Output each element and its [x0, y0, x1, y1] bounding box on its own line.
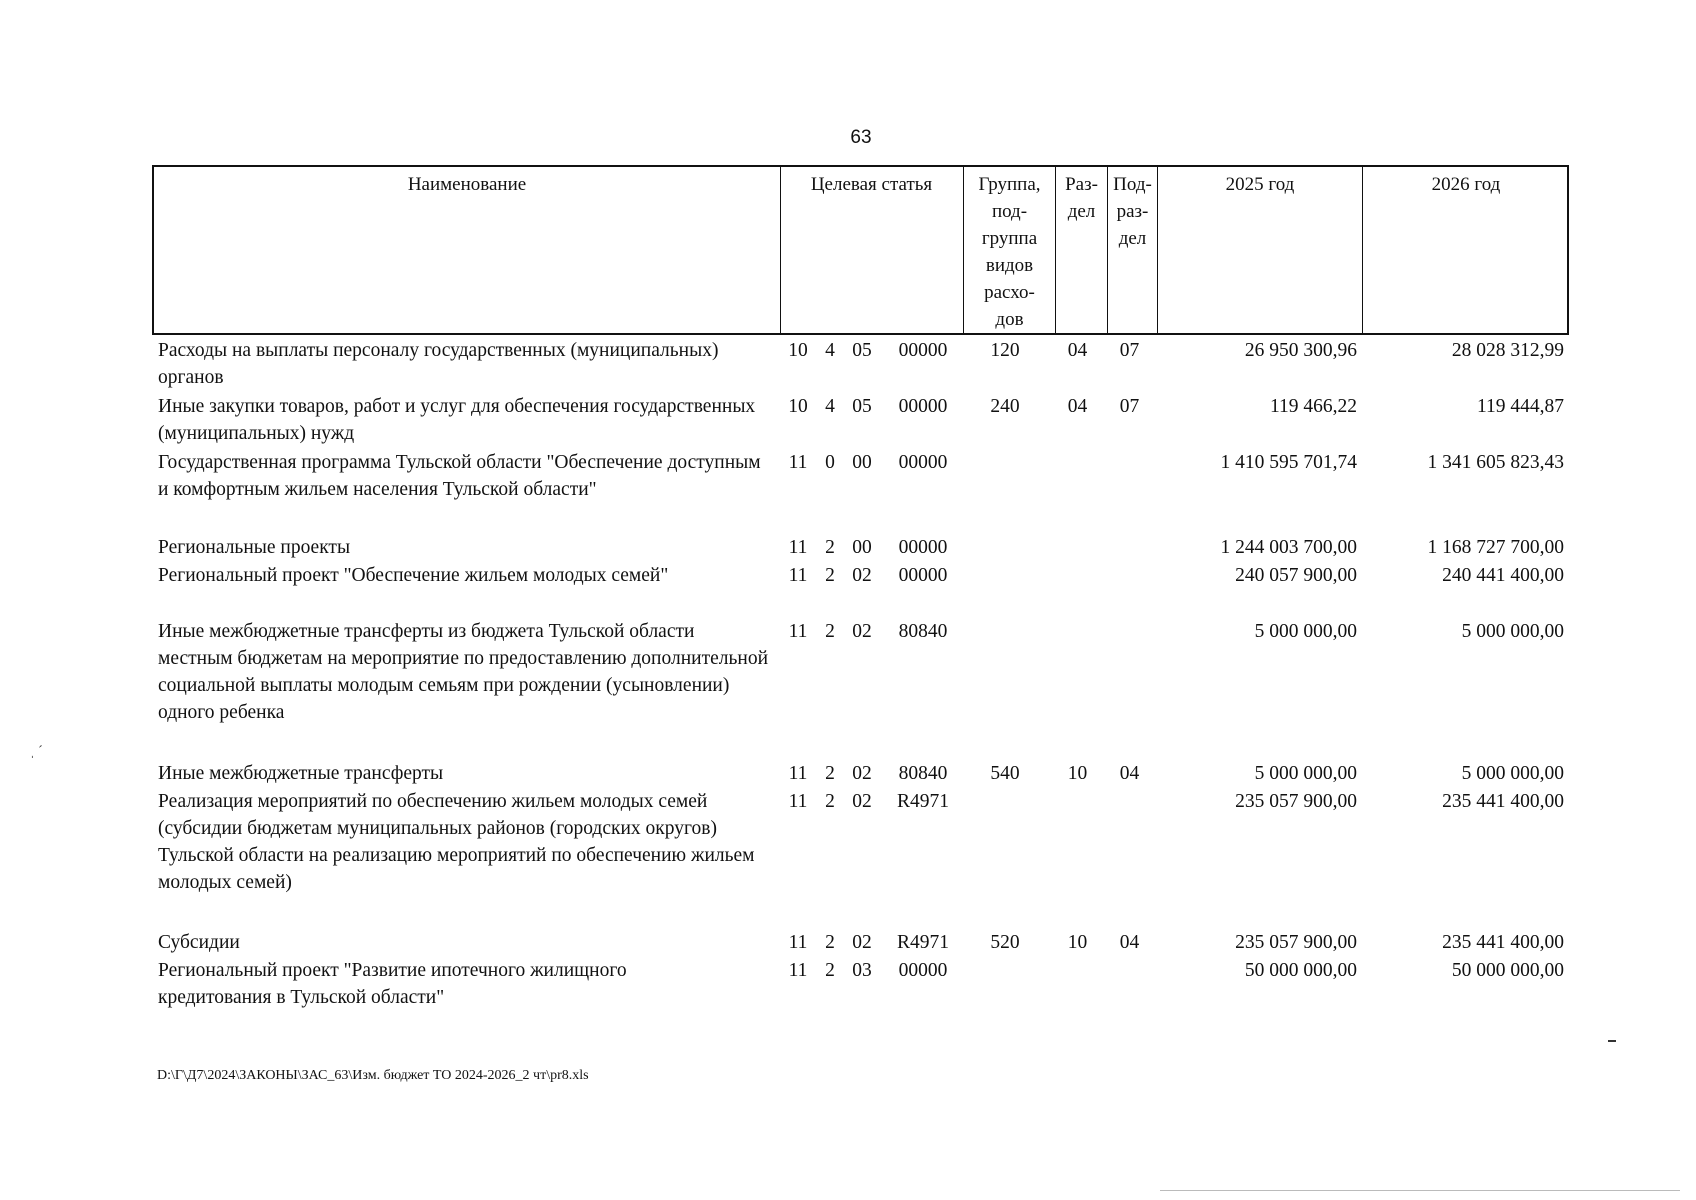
value-2026: 5 000 000,00	[1461, 763, 1564, 784]
value-2026: 50 000 000,00	[1451, 960, 1564, 981]
value-2026: 240 441 400,00	[1442, 565, 1564, 586]
code-event: 02	[852, 791, 872, 812]
group-code: 540	[990, 763, 1020, 784]
code-event: 03	[852, 960, 872, 981]
code-event: 05	[852, 340, 872, 361]
value-2026: 235 441 400,00	[1442, 932, 1564, 953]
code-type: 4	[825, 396, 835, 417]
code-event: 00	[852, 452, 872, 473]
row-name: Региональный проект "Обеспечение жильем молодых семей"	[158, 565, 669, 586]
code-event: 00	[852, 537, 872, 558]
code-program: 11	[788, 621, 808, 642]
value-2025: 50 000 000,00	[1244, 960, 1357, 981]
value-2025: 5 000 000,00	[1254, 763, 1357, 784]
header-2026: 2026 год	[1431, 174, 1501, 195]
code-direction: 00000	[898, 396, 948, 417]
value-2025: 1 410 595 701,74	[1220, 452, 1357, 473]
row-name: Региональный проект "Развитие ипотечного жилищного кредитования в Тульской области"	[158, 960, 627, 1008]
subsection-code: 04	[1119, 763, 1140, 784]
value-2025: 5 000 000,00	[1254, 621, 1357, 642]
code-direction: 00000	[898, 537, 948, 558]
code-type: 2	[825, 932, 835, 953]
code-type: 2	[825, 791, 835, 812]
code-event: 02	[852, 932, 872, 953]
row-name: Региональные проекты	[158, 537, 351, 558]
value-2026: 28 028 312,99	[1451, 340, 1564, 361]
code-program: 11	[788, 932, 808, 953]
code-type: 2	[825, 565, 835, 586]
row-name: Иные межбюджетные трансферты	[158, 763, 444, 784]
scan-mark: ˌ ˊ	[30, 744, 43, 759]
code-direction: R4971	[896, 932, 949, 953]
code-program: 11	[788, 763, 808, 784]
code-type: 2	[825, 763, 835, 784]
value-2025: 235 057 900,00	[1235, 932, 1357, 953]
code-direction: 00000	[898, 452, 948, 473]
value-2026: 5 000 000,00	[1461, 621, 1564, 642]
subsection-code: 07	[1119, 340, 1140, 361]
value-2025: 26 950 300,96	[1244, 340, 1357, 361]
code-program: 10	[788, 340, 808, 361]
code-type: 0	[825, 452, 835, 473]
scan-artifact-line	[1160, 1190, 1680, 1191]
code-direction: 00000	[898, 960, 948, 981]
code-type: 2	[825, 621, 835, 642]
code-program: 11	[788, 537, 808, 558]
header-subsection: Под- раз- дел	[1113, 174, 1152, 249]
code-type: 4	[825, 340, 835, 361]
code-program: 10	[788, 396, 808, 417]
header-2025: 2025 год	[1225, 174, 1295, 195]
row-name: Субсидии	[158, 932, 240, 953]
section-code: 10	[1067, 932, 1088, 953]
header-group: Группа, под- группа видов расхо- дов	[978, 174, 1041, 330]
page-number: 63	[850, 127, 872, 148]
subsection-code: 04	[1119, 932, 1140, 953]
header-section: Раз- дел	[1065, 174, 1098, 222]
row-name: Иные межбюджетные трансферты из бюджета Тульской области местным бюджетам на мероприятие по предоставлению дополнительной социальной выплаты молодым семьям при рождении (усыновлении) одного ребенка	[158, 621, 769, 723]
value-2025: 240 057 900,00	[1235, 565, 1357, 586]
code-event: 02	[852, 565, 872, 586]
value-2026: 1 341 605 823,43	[1427, 452, 1564, 473]
code-program: 11	[788, 960, 808, 981]
code-program: 11	[788, 565, 808, 586]
code-direction: 80840	[898, 763, 948, 784]
code-type: 2	[825, 537, 835, 558]
value-2025: 235 057 900,00	[1235, 791, 1357, 812]
section-code: 04	[1067, 340, 1088, 361]
group-code: 240	[990, 396, 1020, 417]
header-name: Наименование	[407, 174, 527, 195]
value-2026: 119 444,87	[1476, 396, 1564, 417]
group-code: 120	[990, 340, 1020, 361]
code-direction: 80840	[898, 621, 948, 642]
code-event: 05	[852, 396, 872, 417]
code-program: 11	[788, 452, 808, 473]
value-2026: 1 168 727 700,00	[1427, 537, 1564, 558]
dash-mark	[1608, 1040, 1616, 1042]
row-name: Реализация мероприятий по обеспечению жильем молодых семей (субсидии бюджетам муниципальных районов (городских округов) Тульской области на реализацию мероприятий по обеспечению жильем молодых семей)	[158, 791, 755, 893]
value-2025: 119 466,22	[1269, 396, 1357, 417]
header-target: Целевая статья	[810, 174, 933, 195]
code-direction: 00000	[898, 340, 948, 361]
row-name: Государственная программа Тульской области "Обеспечение доступным и комфортным жильем населения Тульской области"	[158, 452, 761, 500]
group-code: 520	[990, 932, 1020, 953]
code-event: 02	[852, 621, 872, 642]
table-header	[152, 165, 1569, 335]
row-name: Расходы на выплаты персоналу государственных (муниципальных) органов	[158, 340, 719, 388]
code-type: 2	[825, 960, 835, 981]
subsection-code: 07	[1119, 396, 1140, 417]
row-name: Иные закупки товаров, работ и услуг для обеспечения государственных (муниципальных) нужд	[158, 396, 756, 444]
section-code: 10	[1067, 763, 1088, 784]
value-2026: 235 441 400,00	[1442, 791, 1564, 812]
section-code: 04	[1067, 396, 1088, 417]
code-event: 02	[852, 763, 872, 784]
file-path-footer: D:\Г\Д7\2024\ЗАКОНЫ\ЗАС_63\Изм. бюджет ТО 2024-2026_2 чт\pr8.xls	[157, 1068, 589, 1083]
code-direction: R4971	[896, 791, 949, 812]
code-program: 11	[788, 791, 808, 812]
code-direction: 00000	[898, 565, 948, 586]
value-2025: 1 244 003 700,00	[1220, 537, 1357, 558]
